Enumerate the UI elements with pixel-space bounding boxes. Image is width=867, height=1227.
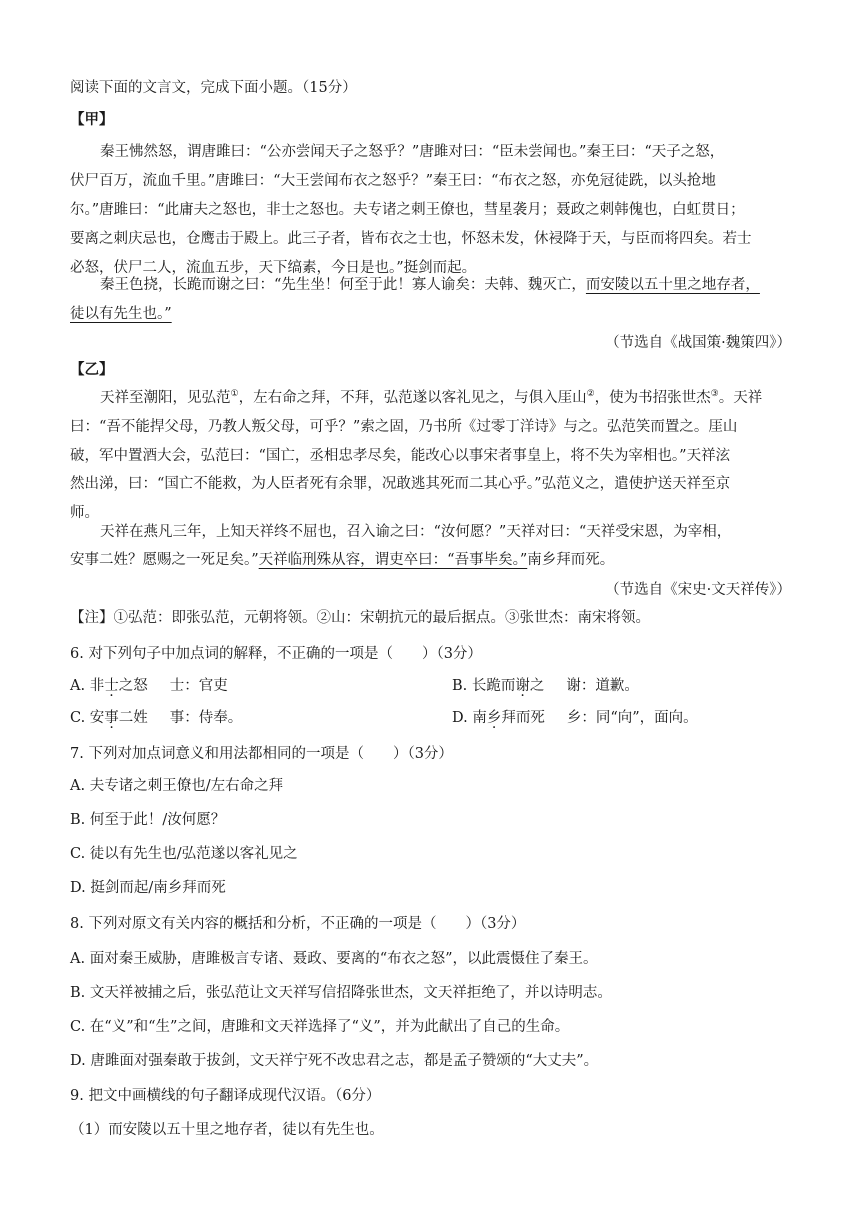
- jia-line-3: 尔。”唐雎曰：“此庸夫之怒也，非士之怒也。夫专诸之刺王僚也，彗星袭月；聂政之刺韩傀也，白虹贯日；: [70, 202, 745, 218]
- underlined-sentence-part1: 而安陵以五十里之地存者，: [585, 277, 760, 293]
- yi-source: （节选自《宋史·文天祥传》）: [605, 582, 791, 598]
- yi-text: ，左右命之拜，不拜，弘范遂以客礼见之，与俱入厓山: [238, 390, 587, 406]
- underlined-sentence-part2: 徒以有先生也。”: [70, 306, 172, 322]
- q7-option-b: B. 何至于此！/汝何愿？: [70, 812, 226, 828]
- q7-option-c: C. 徒以有先生也/弘范遂以客礼见之: [70, 846, 298, 862]
- q8-option-c: C. 在“义”和“生”之间，唐雎和文天祥选择了“义”，并为此献出了自己的生命。: [70, 1019, 570, 1035]
- section-jia-label: 【甲】: [70, 111, 114, 128]
- question-8-stem: 8. 下列对原文有关内容的概括和分析，不正确的一项是（ ）（3分）: [70, 916, 526, 932]
- jia-line-5: 必怒，伏尸二人，流血五步，天下缟素，今日是也。”挺剑而起。: [70, 260, 477, 276]
- yi-line-4: 然出涕，曰：“国亡不能救，为人臣者死有余罪，况敢逃其死而二其心乎。”弘范义之，遣使护送天祥至京: [70, 476, 731, 492]
- q8-option-a: A. 面对秦王威胁，唐雎极言专诸、聂政、要离的“布衣之怒”，以此震慑住了秦王。: [70, 951, 598, 967]
- q7-option-d: D. 挺剑而起/南乡拜而死: [70, 880, 226, 896]
- footnote-marker-3: ③: [710, 389, 719, 400]
- q6-option-c: C. 安事二姓 事：侍奉。: [70, 710, 243, 726]
- question-7-stem: 7. 下列对加点词意义和用法都相同的一项是（ ）（3分）: [70, 746, 453, 762]
- yi-text: 。天祥: [718, 390, 763, 406]
- footnote-marker-2: ②: [586, 389, 595, 400]
- question-6-stem: 6. 对下列句子中加点词的解释，不正确的一项是（ ）（3分）: [70, 646, 482, 662]
- reading-instruction: 阅读下面的文言文，完成下面小题。（15分）: [70, 80, 357, 96]
- yi-para2-line-1: 天祥在燕凡三年，上知天祥终不屈也，召入谕之曰：“汝何愿？”天祥对曰：“天祥受宋恩，为宰相，: [100, 524, 732, 540]
- q6-option-a: A. 非士之怒 士：官吏: [70, 678, 228, 694]
- yi-text: ，使为书招张世杰: [594, 390, 711, 406]
- footnote-marker-1: ①: [230, 389, 239, 400]
- q8-option-d: D. 唐雎面对强秦敢于拔剑，文天祥宁死不改忠君之志，都是孟子赞颂的“大丈夫”。: [70, 1053, 599, 1069]
- yi-para2-line-2: [70, 550, 614, 570]
- q6-option-b: B. 长跪而谢之 谢：道歉。: [452, 678, 639, 694]
- q6-option-row-1: [70, 676, 639, 696]
- yi-text: 南乡拜而死。: [527, 552, 615, 568]
- yi-text: 安事二姓？愿赐之一死足矣。”: [70, 552, 259, 568]
- yi-line-1: [100, 388, 762, 408]
- q6-option-d: D. 南乡拜而死 乡：同“向”，面向。: [452, 710, 698, 726]
- jia-para2-line-2: [70, 304, 172, 324]
- yi-line-5: 师。: [70, 505, 99, 521]
- yi-text: 天祥至潮阳，见弘范: [100, 390, 231, 406]
- annotation-note: 【注】①弘范：即张弘范，元朝将领。②山：宋朝抗元的最后据点。③张世杰：南宋将领。: [70, 610, 650, 626]
- question-9-stem: 9. 把文中画横线的句子翻译成现代汉语。（6分）: [70, 1088, 381, 1104]
- jia-para2-line-1: [100, 275, 760, 295]
- jia-para2-text: 秦王色挠，长跪而谢之曰：“先生坐！何至于此！寡人谕矣：夫韩、魏灭亡，: [100, 277, 586, 293]
- q7-option-a: A. 夫专诸之刺王僚也/左右命之拜: [70, 778, 284, 794]
- jia-line-1: 秦王怫然怒，谓唐雎曰：“公亦尝闻天子之怒乎？”唐雎对曰：“臣未尝闻也。”秦王曰：“天子之怒，: [100, 144, 725, 160]
- jia-line-2: 伏尸百万，流血千里。”唐雎曰：“大王尝闻布衣之怒乎？”秦王曰：“布衣之怒，亦免冠徒跣，以头抢地: [70, 173, 716, 189]
- section-yi-label: 【乙】: [70, 361, 114, 378]
- q6-option-row-2: [70, 708, 698, 728]
- yi-line-2: 曰：“吾不能捍父母，乃教人叛父母，可乎？”索之固，乃书所《过零丁洋诗》与之。弘范笑而置之。厓山: [70, 419, 738, 435]
- q8-option-b: B. 文天祥被捕之后，张弘范让文天祥写信招降张世杰，文天祥拒绝了，并以诗明志。: [70, 985, 612, 1001]
- q9-sub-1: （1）而安陵以五十里之地存者，徒以有先生也。: [70, 1122, 384, 1138]
- yi-line-3: 破，军中置酒大会，弘范曰：“国亡，丞相忠孝尽矣，能改心以事宋者事皇上，将不失为宰相也。”天祥泫: [70, 448, 731, 464]
- jia-source: （节选自《战国策·魏策四》）: [605, 335, 791, 351]
- jia-line-4: 要离之刺庆忌也，仓鹰击于殿上。此三子者，皆布衣之士也，怀怒未发，休祲降于天，与臣而将四矣。若士: [70, 231, 752, 247]
- underlined-sentence-2: 天祥临刑殊从容，谓吏卒曰：“吾事毕矣。”: [258, 552, 528, 568]
